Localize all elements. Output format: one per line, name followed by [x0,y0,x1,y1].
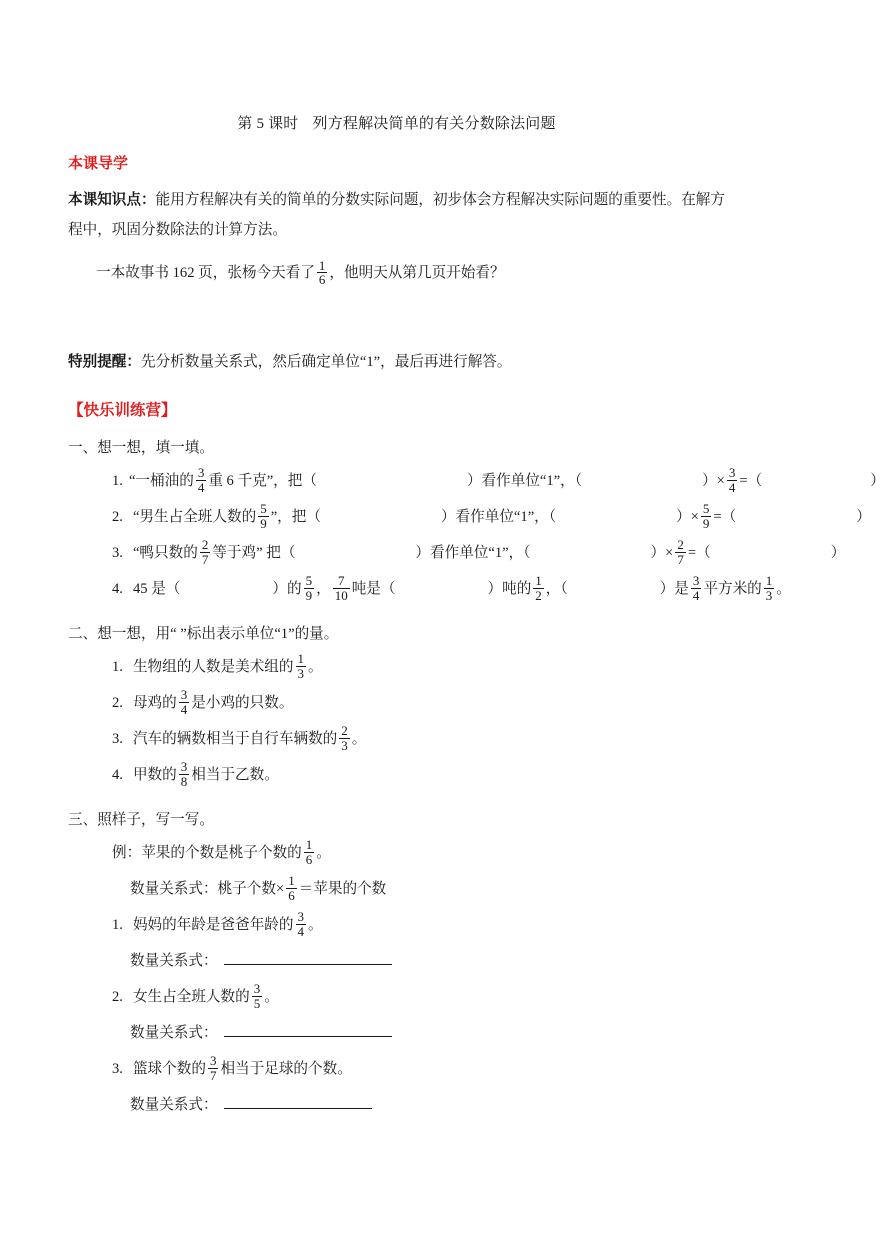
item-text-before: 甲数的 [132,766,177,783]
title-prefix: 第 5 课时 [237,116,299,132]
fraction-7-10: $\frac{7}{10}$ [334,573,348,603]
section1-item-2 [112,500,871,534]
item-text-after: 。 [264,988,279,1005]
section2-item-2 [112,686,725,720]
item-text-d: ）× [702,472,725,489]
section2-item-4 [112,758,725,792]
item-text-e: ）吨的 [487,580,532,597]
title-main: 列方程解决简单的有关分数除法问题 [312,116,556,132]
fraction-3-4: $\frac{3}{4}$ [180,687,188,717]
item-number: 4. [112,766,123,783]
section3-answer-2 [130,1016,725,1050]
item-text-f: ，（ [545,580,568,597]
fraction-3-4-3: $\frac{3}{4}$ [692,573,700,603]
tip-text: 先分析数量关系式，然后确定单位“1”，最后再进行解答。 [140,353,512,370]
item-text-a: “男生占全班人数的 [132,508,257,525]
item-number: 4. [112,580,123,597]
item-text-b: 等于鸡” 把（ [212,544,296,561]
item-text-before: 母鸡的 [132,694,177,711]
item-text-e: =（ [713,508,737,525]
relation-label: 数量关系式： [130,1096,218,1113]
relation-label: 数量关系式： [130,1024,218,1041]
guide-heading: 本课导学 [68,156,129,172]
item-text-d: 吨是（ [351,580,396,597]
item-text-d: ）× [650,544,674,561]
fraction-3-4-2: $\frac{3}{4}$ [728,465,736,495]
item-number: 3. [112,1060,123,1077]
fraction-2-3: $\frac{2}{3}$ [341,723,348,753]
item-text-after: 相当于乙数。 [191,766,279,783]
item-text-after: 。 [308,658,323,675]
knowledge-point-text: 能用方程解决有关的简单的分数实际问题，初步体会方程解决实际问题的重要性。在解方程中，巩固分数除法的计算方法。 [68,192,725,238]
item-text-e: =（ [739,472,763,489]
item-text-c: ）看作单位“1”，（ [466,472,583,489]
answer-line-3[interactable] [224,1094,372,1109]
section3-item-2 [112,980,725,1014]
item-number: 2. [112,694,123,711]
example-problem [96,259,725,288]
example-problem-after: ，他明天从第几页开始看？ [329,265,505,281]
item-text-after: 是小鸡的只数。 [191,694,294,711]
item-text-b: ）的 [272,580,302,597]
section3-answer-3 [130,1088,725,1122]
worksheet-page [0,112,885,1234]
fraction-2-7-2: $\frac{2}{7}$ [677,537,684,567]
item-text-c: ， [316,580,331,597]
section1-heading: 一、想一想，填一填。 [68,439,214,456]
item-text-f: ） [856,508,871,525]
fraction-1-3: $\frac{1}{3}$ [297,651,304,681]
relation-text-before: 桃子个数× [217,880,285,897]
fraction-1-6: $\frac{1}{6}$ [305,837,313,867]
section2-item-3 [112,722,725,756]
item-text-before: 女生占全班人数的 [132,988,250,1005]
fraction-1-3: $\frac{1}{3}$ [765,573,773,603]
item-text-f: ） [870,472,885,489]
section1-item-1 [112,464,885,498]
tip-paragraph [68,348,725,376]
section3-example-relation [130,872,725,906]
item-number: 1. [112,916,123,933]
item-text-after: 。 [308,916,323,933]
item-text-d: ）× [676,508,699,525]
item-text-i: 。 [776,580,791,597]
fraction-3-7: $\frac{3}{7}$ [209,1053,217,1083]
page-title [68,112,725,133]
example-text-before: 苹果的个数是桃子个数的 [141,844,302,861]
item-text-a: “鸭只数的 [132,544,198,561]
item-text-before: 生物组的人数是美术组的 [132,658,294,675]
example-text-after: 。 [316,844,331,861]
fraction-2-7: $\frac{2}{7}$ [201,537,209,567]
fraction-1-6: $\frac{1}{6}$ [318,257,326,288]
fraction-5-9-2: $\frac{5}{9}$ [702,501,710,531]
item-number: 2. [112,508,123,525]
section3-example [112,836,725,870]
item-text-after: 。 [351,730,367,747]
example-problem-before: 一本故事书 162 页，张杨今天看了 [96,265,315,281]
item-number: 1. [112,658,123,675]
item-text-a: “一桶油的 [128,472,194,489]
tip-label: 特别提醒： [68,353,141,370]
answer-space [68,288,725,334]
example-label: 例： [112,844,142,861]
item-text-before: 篮球个数的 [132,1060,206,1077]
answer-line-1[interactable] [224,950,392,965]
section1-item-3 [112,536,846,570]
answer-line-2[interactable] [224,1022,392,1037]
relation-label: 数量关系式： [130,952,218,969]
item-text-a: 45 是（ [132,580,181,597]
fraction-3-4: $\frac{3}{4}$ [297,909,304,939]
section3-heading: 三、照样子，写一写。 [68,811,214,828]
item-text-h: 平方米的 [703,580,762,597]
knowledge-point-label: 本课知识点： [68,192,156,208]
fraction-1-6-2: $\frac{1}{6}$ [288,873,295,903]
item-text-after: 相当于足球的个数。 [220,1060,352,1077]
fraction-3-5: $\frac{3}{5}$ [253,981,261,1011]
section1-item-4 [112,572,791,606]
item-number: 1. [112,472,123,489]
section3-item-3 [112,1052,725,1086]
fraction-3-8: $\frac{3}{8}$ [180,759,188,789]
relation-text-after: ＝苹果的个数 [298,880,387,897]
item-text-e: =（ [687,544,711,561]
item-text-b: 重 6 千克”，把（ [208,472,317,489]
item-number: 3. [112,730,123,747]
fraction-3-4: $\frac{3}{4}$ [197,465,205,495]
fraction-5-9-3: $\frac{5}{9}$ [305,573,313,603]
item-text-b: ”，把（ [270,508,321,525]
training-heading: 【快乐训练营】 [68,401,177,419]
section3-answer-1 [130,944,725,978]
knowledge-point-paragraph [68,185,725,245]
item-number: 3. [112,544,123,561]
item-text-c: ）看作单位“1”，（ [415,544,531,561]
fraction-1-2: $\frac{1}{2}$ [535,573,542,603]
fraction-5-9: $\frac{5}{9}$ [260,501,267,531]
section3-item-1 [112,908,725,942]
section2-heading: 二、想一想，用“ ”标出表示单位“1”的量。 [68,625,339,642]
item-text-c: ）看作单位“1”，（ [440,508,557,525]
item-text-before: 汽车的辆数相当于自行车辆数的 [132,730,338,747]
section2-item-1 [112,650,725,684]
item-text-f: ） [830,544,846,561]
item-text-before: 妈妈的年龄是爸爸年龄的 [132,916,294,933]
item-number: 2. [112,988,123,1005]
item-text-g: ）是 [659,580,689,597]
relation-label: 数量关系式： [130,880,218,897]
